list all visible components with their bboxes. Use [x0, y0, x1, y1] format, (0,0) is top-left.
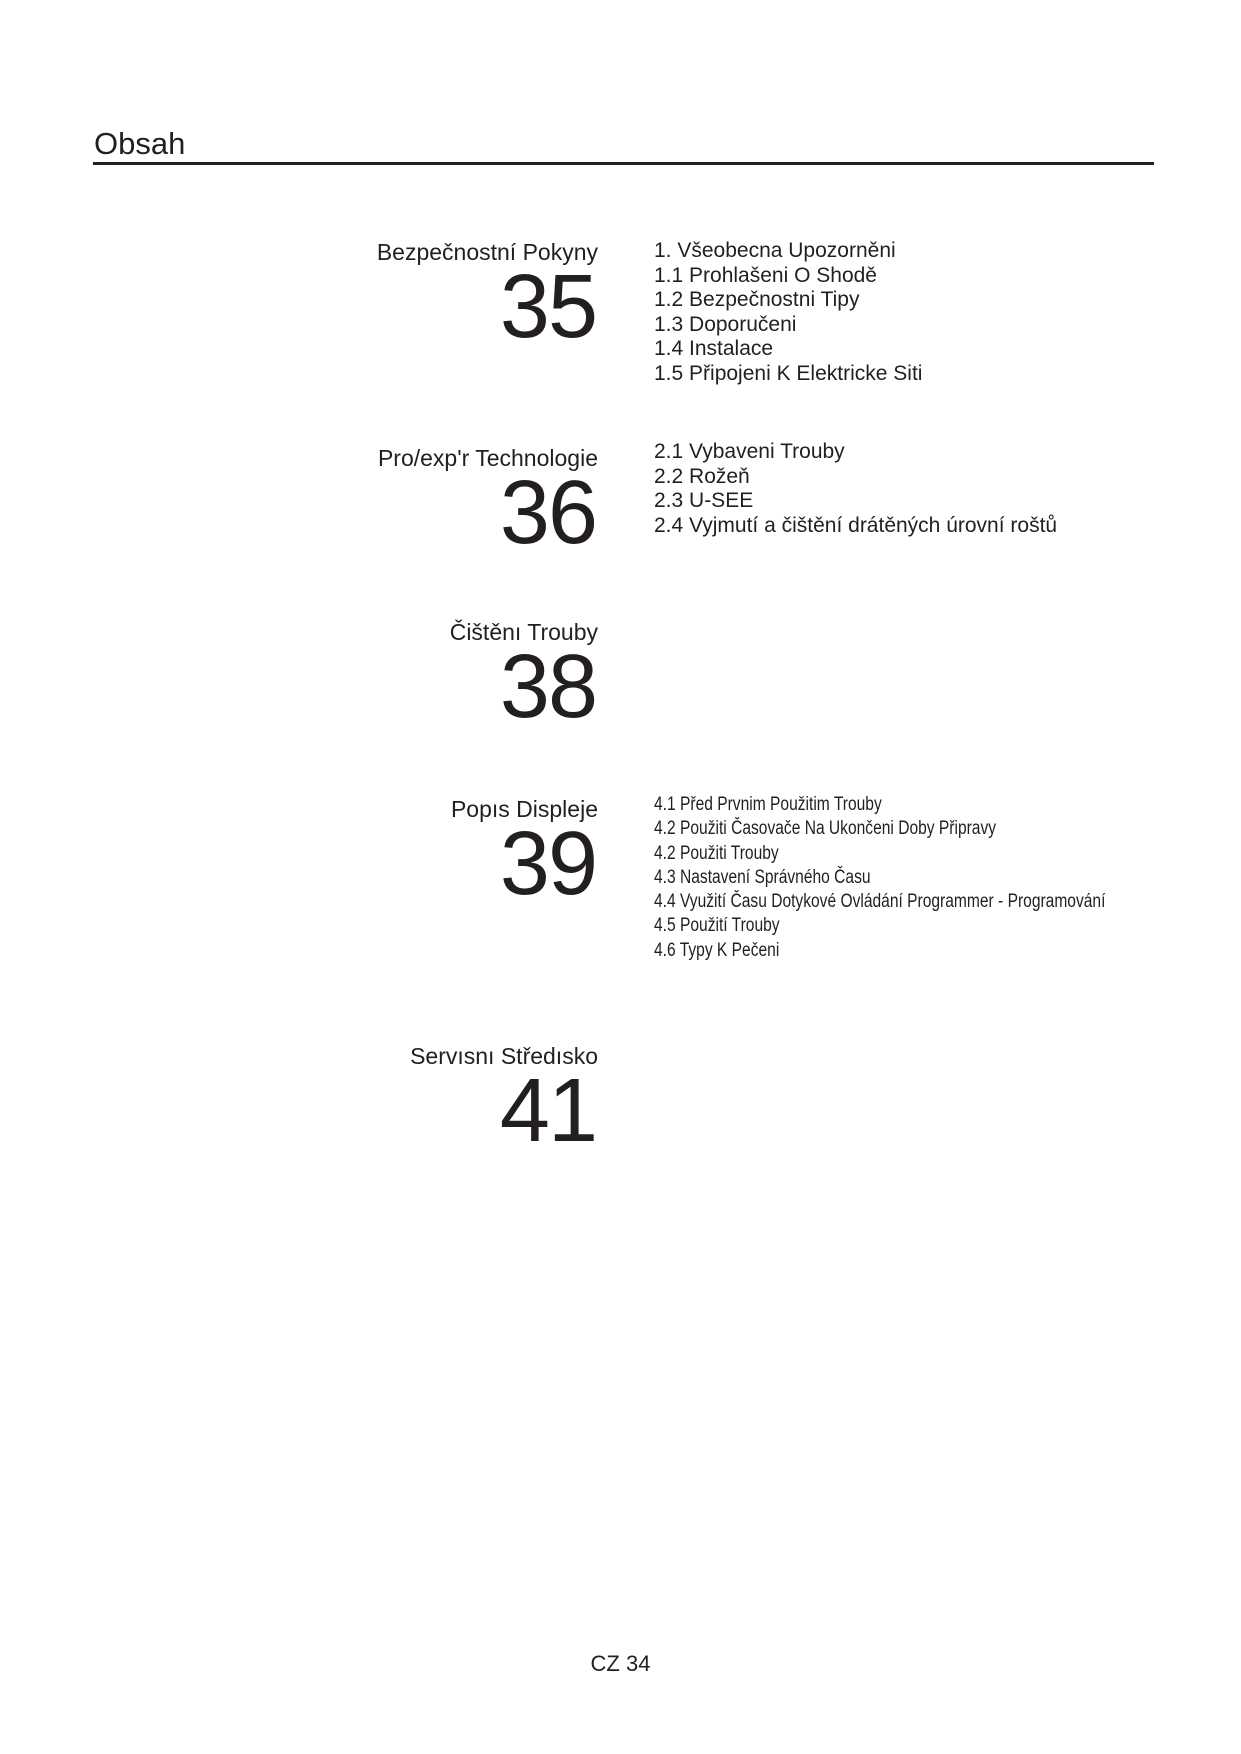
toc-item[interactable]: 4.1 Před Prvnim Použitim Trouby — [654, 794, 882, 815]
toc-item[interactable]: 4.4 Využití Času Dotykové Ovládání Programmer - Programování — [654, 891, 1106, 913]
section-heading — [300, 618, 598, 737]
toc-item[interactable]: 2.1 Vybaveni Trouby — [654, 440, 845, 463]
toc-item[interactable]: 4.2 Použiti Trouby — [654, 842, 779, 864]
section-heading — [300, 444, 598, 563]
toc-item[interactable]: 1.4 Instalace — [654, 337, 774, 360]
section-item-list — [654, 793, 1205, 963]
page-number-footer: CZ 34 — [590, 1651, 651, 1676]
section-heading — [300, 1042, 598, 1161]
section-page-number: 38 — [499, 637, 596, 737]
title-divider — [93, 162, 1154, 165]
toc-item[interactable]: 1.2 Bezpečnostni Tipy — [654, 288, 860, 311]
section-page-number: 36 — [499, 463, 596, 563]
toc-item[interactable]: 2.2 Rožeň — [654, 464, 750, 488]
toc-item[interactable]: 1.3 Doporučeni — [654, 312, 797, 336]
section-heading — [300, 238, 598, 357]
section-title: Čištěnı Trouby — [449, 619, 598, 645]
toc-item[interactable]: 4.5 Použití Trouby — [654, 915, 780, 937]
toc-item[interactable]: 1.1 Prohlašeni O Shodě — [654, 263, 877, 287]
toc-item[interactable]: 4.3 Nastavení Správného Času — [654, 866, 871, 888]
section-title: Popıs Displeje — [450, 796, 598, 822]
toc-item[interactable]: 1.5 Připojeni K Elektricke Siti — [654, 361, 923, 385]
page-title: Obsah — [94, 126, 186, 161]
section-page-number: 35 — [499, 257, 596, 357]
toc-item[interactable]: 4.6 Typy K Pečeni — [654, 939, 780, 961]
toc-item[interactable]: 2.4 Vyjmutí a čištění drátěných úrovní roštů — [654, 513, 1058, 537]
section-page-number: 39 — [499, 814, 596, 914]
section-page-number: 41 — [499, 1061, 596, 1161]
section-heading — [300, 795, 598, 914]
section-title: Bezpečnostní Pokyny — [376, 239, 598, 265]
section-item-list — [654, 239, 922, 386]
toc-item[interactable]: 1. Všeobecna Upozorněni — [654, 239, 896, 262]
section-title: Servısnı Středısko — [410, 1043, 598, 1069]
toc-item[interactable]: 2.3 U-SEE — [654, 489, 754, 512]
section-item-list — [654, 440, 1057, 538]
section-title: Pro/exp'r Technologie — [377, 445, 598, 471]
toc-item[interactable]: 4.2 Použiti Časovače Na Ukončeni Doby Připravy — [654, 818, 997, 840]
